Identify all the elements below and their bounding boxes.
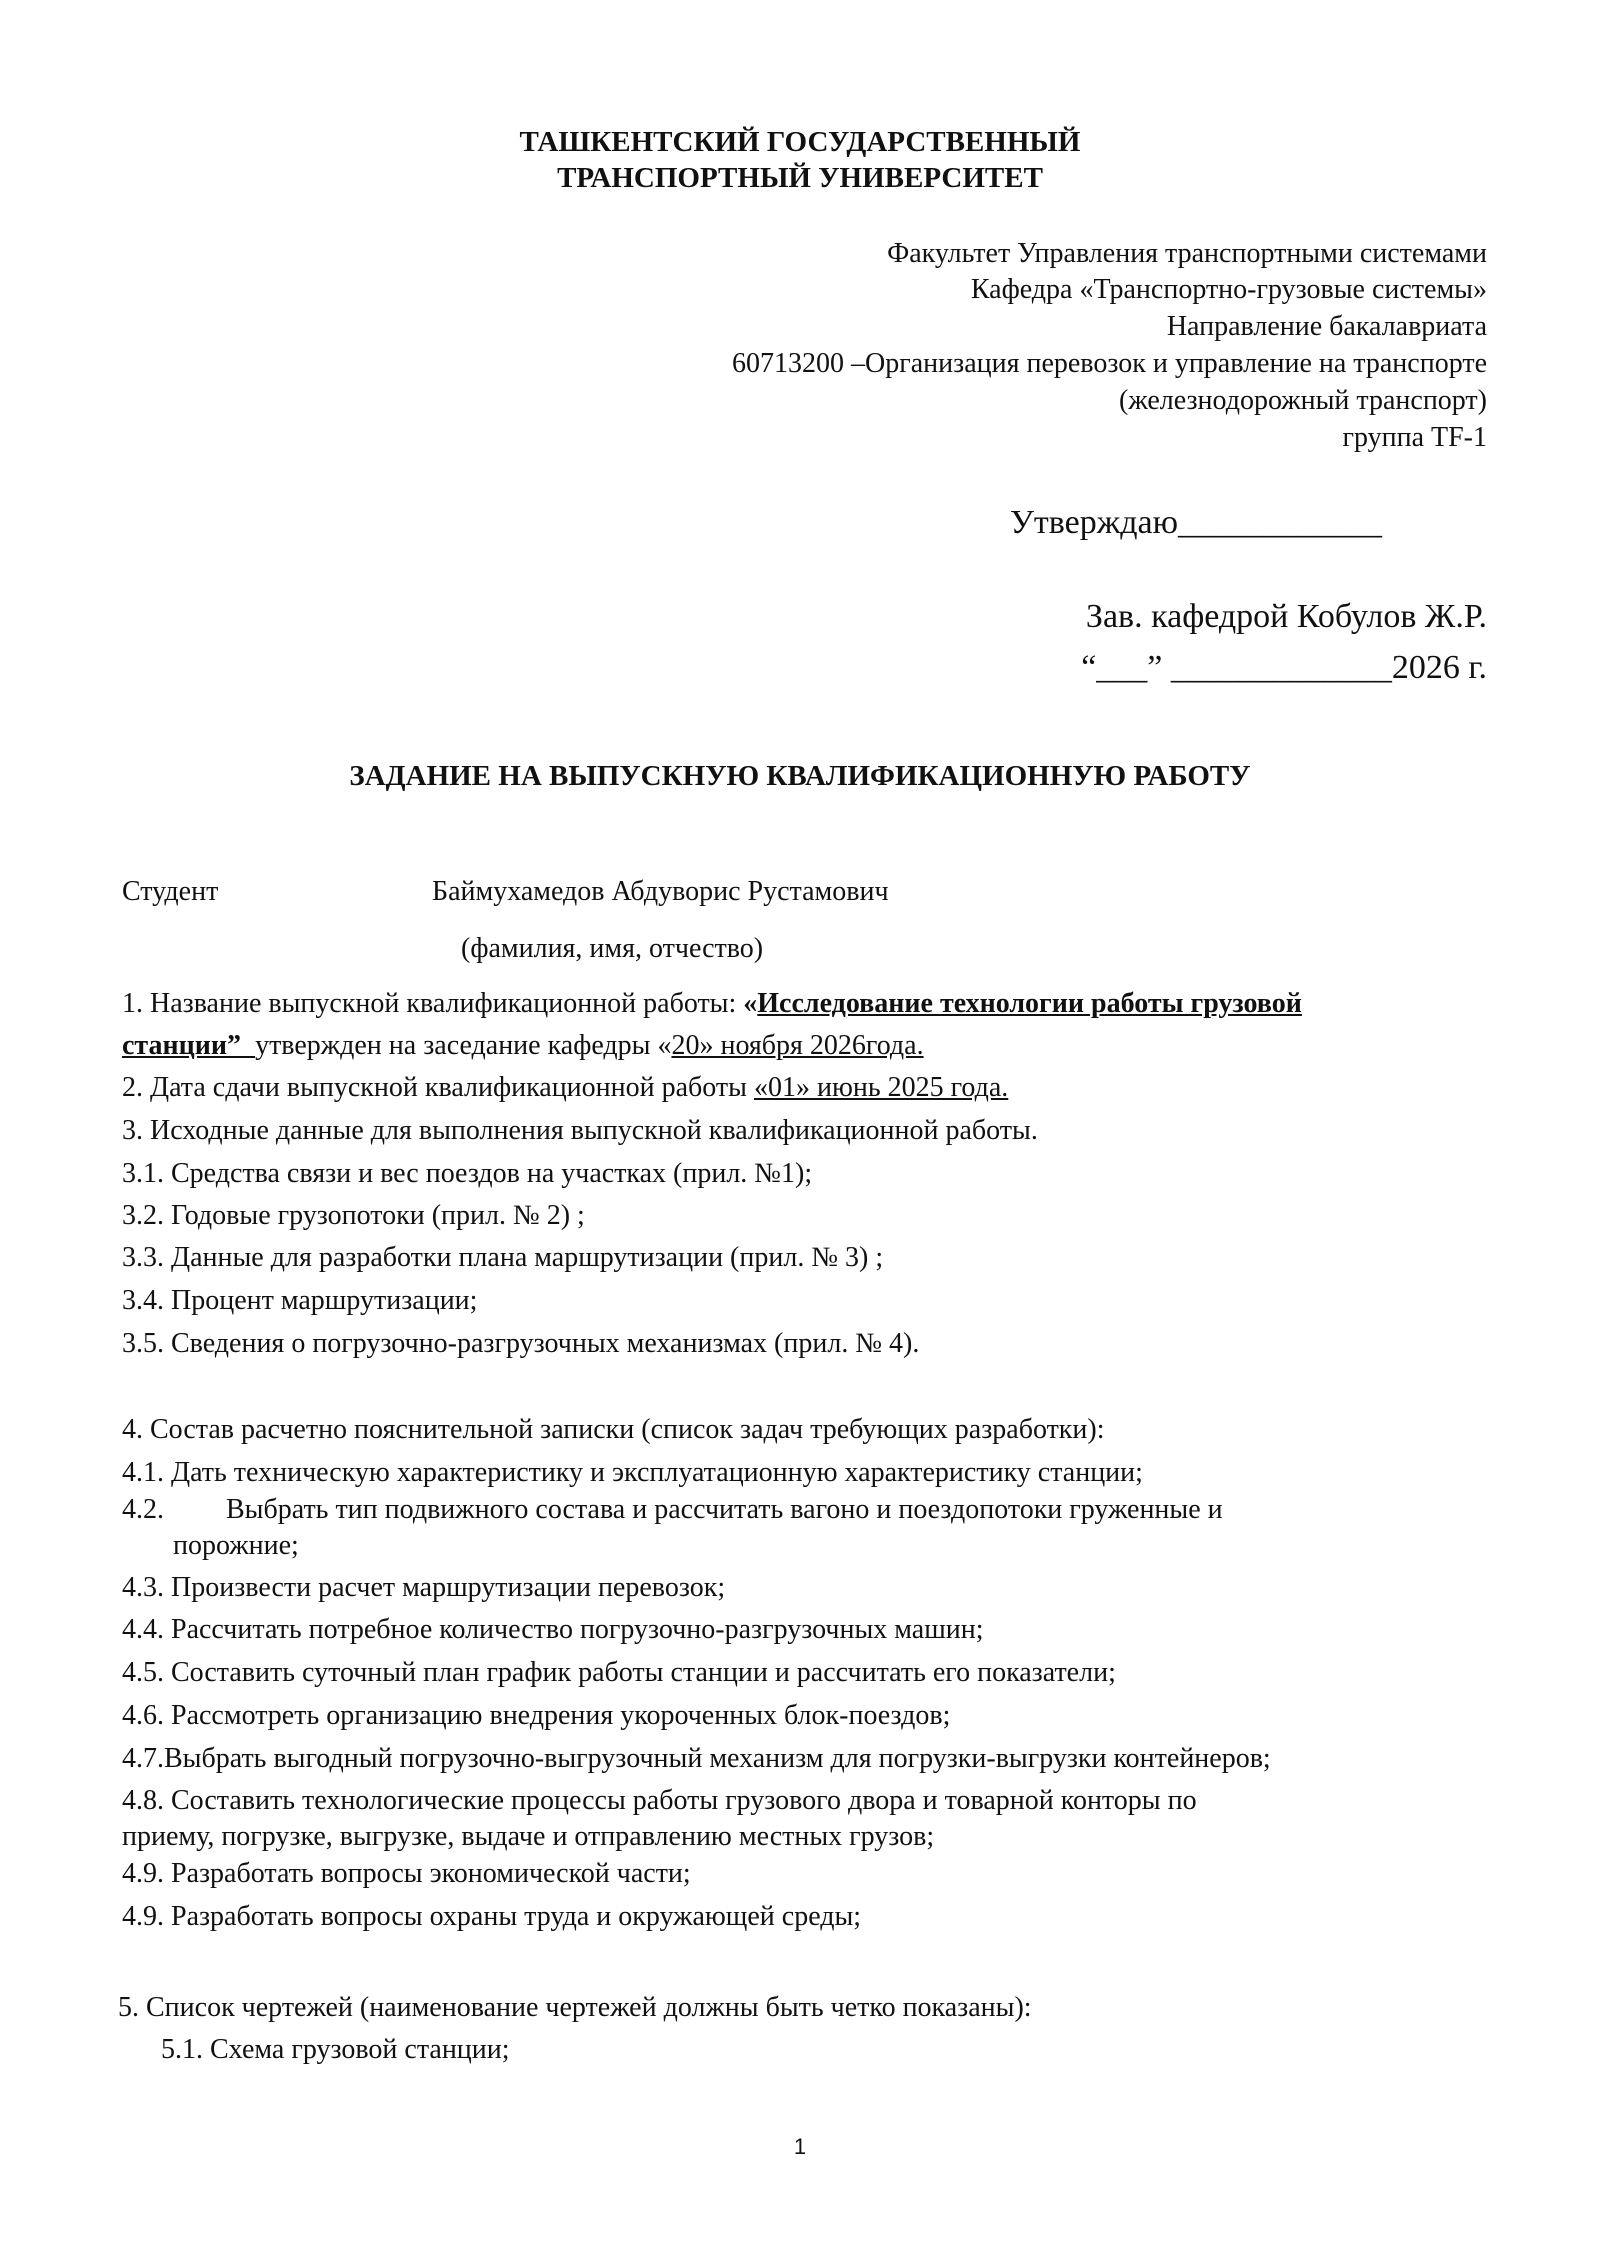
- item-2-date: «01» июнь 2025 года.: [753, 1072, 1009, 1103]
- head-of-department: Зав. кафедрой Кобулов Ж.Р.: [1085, 598, 1487, 635]
- approve-line: Утверждаю____________: [1009, 504, 1382, 541]
- item-3-1: 3.1. Средства связи и вес поездов на участках (прил. №1);: [122, 1158, 813, 1189]
- bachelor-direction: Направление бакалавриата: [1166, 311, 1487, 342]
- student-name-hint: (фамилия, имя, отчество): [461, 933, 764, 964]
- item-2-prefix: 2. Дата сдачи выпускной квалификационной работы: [122, 1072, 754, 1103]
- item-4-8-line2: приему, погрузке, выгрузке, выдаче и отправлению местных грузов;: [122, 1821, 935, 1852]
- item-4-4: 4.4. Рассчитать потребное количество погрузочно-разгрузочных машин;: [122, 1614, 984, 1645]
- item-1-approved-text: утвержден на заседание кафедры «: [255, 1030, 672, 1061]
- item-3-2: 3.2. Годовые грузопотоки (прил. № 2) ;: [122, 1200, 585, 1231]
- item-4-title: 4. Состав расчетно пояснительной записки (список задач требующих разработки):: [122, 1414, 1105, 1445]
- item-3-title: 3. Исходные данные для выполнения выпускной квалификационной работы.: [122, 1115, 1038, 1146]
- item-4-8-line1: 4.8. Составить технологические процессы работы грузового двора и товарной конторы по: [122, 1785, 1197, 1816]
- item-4-2-text: Выбрать тип подвижного состава и рассчитать вагоно и поездопотоки груженные и: [226, 1494, 1223, 1525]
- specialty-code: 60713200 –Организация перевозок и управление на транспорте: [732, 348, 1487, 379]
- student-name: Баймухамедов Абдуворис Рустамович: [432, 876, 889, 907]
- item-1-approved-date: 20» ноября 2026года.: [671, 1030, 924, 1061]
- item-5-1: 5.1. Схема грузовой станции;: [161, 2034, 510, 2065]
- item-1-quote: «: [743, 988, 758, 1019]
- item-5-title: 5. Список чертежей (наименование чертежей должны быть четко показаны):: [118, 1992, 1032, 2023]
- student-label: Студент: [122, 876, 219, 907]
- item-3-3: 3.3. Данные для разработки плана маршрутизации (прил. № 3) ;: [122, 1242, 884, 1273]
- item-4-2-continuation: порожние;: [173, 1530, 299, 1561]
- item-2: [122, 1072, 1008, 1104]
- department-name: Кафедра «Транспортно-грузовые системы»: [970, 274, 1487, 305]
- item-1-topic-part1: Исследование технологии работы грузовой: [757, 988, 1302, 1019]
- item-4-7: 4.7.Выбрать выгодный погрузочно-выгрузочный механизм для погрузки-выгрузки контейнеров;: [122, 1743, 1271, 1774]
- item-3-5: 3.5. Сведения о погрузочно-разгрузочных механизмах (прил. № 4).: [122, 1328, 920, 1359]
- faculty-name: Факультет Управления транспортными системами: [887, 238, 1487, 269]
- item-1-line1: [122, 988, 1302, 1020]
- university-name-line1: ТАШКЕНТСКИЙ ГОСУДАРСТВЕННЫЙ: [519, 126, 1081, 158]
- item-4-1: 4.1. Дать техническую характеристику и эксплуатационную характеристику станции;: [122, 1457, 1143, 1488]
- item-4-9: 4.9. Разработать вопросы экономической части;: [122, 1858, 691, 1889]
- item-4-5: 4.5. Составить суточный план график работы станции и рассчитать его показатели;: [122, 1657, 1116, 1688]
- item-1-prefix: 1. Название выпускной квалификационной работы:: [122, 988, 744, 1019]
- approval-date: “___” _____________2026 г.: [1081, 649, 1487, 686]
- document-title: ЗАДАНИЕ НА ВЫПУСКНУЮ КВАЛИФИКАЦИОННУЮ РАБОТУ: [349, 760, 1251, 792]
- item-4-3: 4.3. Произвести расчет маршрутизации перевозок;: [122, 1572, 726, 1603]
- university-name-line2: ТРАНСПОРТНЫЙ УНИВЕРСИТЕТ: [557, 162, 1043, 194]
- item-4-6: 4.6. Рассмотреть организацию внедрения укороченных блок-поездов;: [122, 1700, 951, 1731]
- item-4-10: 4.9. Разработать вопросы охраны труда и окружающей среды;: [122, 1901, 862, 1932]
- item-1-line2: [122, 1030, 924, 1062]
- item-4-2-number: 4.2.: [122, 1494, 164, 1525]
- page-number: 1: [793, 2134, 807, 2159]
- specialty-note: (железнодорожный транспорт): [1119, 385, 1487, 416]
- group-label: группа TF-1: [1342, 422, 1487, 453]
- item-3-4: 3.4. Процент маршрутизации;: [122, 1285, 478, 1316]
- item-1-topic-part2: станции”: [122, 1030, 256, 1061]
